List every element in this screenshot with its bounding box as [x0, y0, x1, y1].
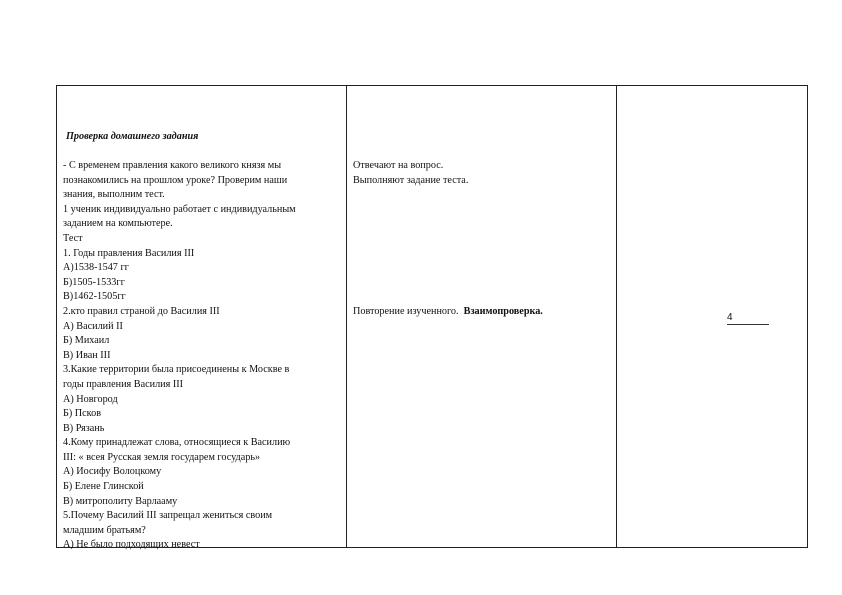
- text-line: познакомились на прошлом уроке? Проверим наши: [63, 174, 288, 186]
- text-line: В)1462-1505гг: [63, 291, 126, 303]
- text-line: Б) Елене Глинской: [63, 481, 144, 493]
- text-line: А) Иосифу Волоцкому: [63, 466, 162, 478]
- text-line: 2.кто правил страной до Василия III: [63, 305, 220, 317]
- score-number: 4: [727, 312, 733, 323]
- text-line: - С временем правления какого великого князя мы: [63, 160, 282, 171]
- student-activity-line: Выполняют задание теста.: [353, 174, 469, 186]
- text-line: Тест: [63, 232, 83, 244]
- text-line: А) Не было подходящих невест: [63, 539, 200, 551]
- text-line: 1. Годы правления Василия III: [63, 247, 195, 259]
- text-line: Б)1505-1533гг: [63, 276, 125, 288]
- text-line: В) митрополиту Варлааму: [63, 495, 178, 507]
- column-divider: [616, 86, 617, 547]
- text-line: Б) Псков: [63, 408, 102, 420]
- review-line: [353, 305, 543, 320]
- text-line: А) Василий II: [63, 320, 123, 332]
- review-text: Повторение изученного.: [353, 306, 459, 317]
- text-line: А) Новгород: [63, 393, 118, 405]
- text-line: В) Рязань: [63, 422, 105, 434]
- text-line: годы правления Василия III: [63, 378, 184, 390]
- text-line: В) Иван III: [63, 349, 111, 361]
- text-line: 3.Какие территории была присоединены к Москве в: [63, 364, 290, 376]
- test-text: [63, 159, 341, 553]
- underline-blank: [727, 324, 769, 325]
- text-line: 1 ученик индивидуально работает с индивидуальным: [63, 203, 296, 215]
- text-line: знания, выполним тест.: [63, 189, 165, 201]
- student-activity-line: Отвечают на вопрос.: [353, 160, 444, 171]
- peer-check-text: Взаимопроверка.: [463, 306, 543, 317]
- text-line: 4.Кому принадлежат слова, относящиеся к Василию: [63, 437, 291, 449]
- text-line: Б) Михаил: [63, 335, 110, 347]
- lesson-table: [56, 85, 808, 551]
- text-line: заданием на компьютере.: [63, 218, 173, 230]
- column-divider: [346, 86, 347, 547]
- text-line: А)1538-1547 гг: [63, 262, 129, 274]
- section-heading: Проверка домашнего задания: [66, 131, 199, 142]
- text-line: III: « всея Русская земля государем государь»: [63, 451, 261, 463]
- text-line: 5.Почему Василий III запрещал жениться своим: [63, 510, 273, 522]
- text-line: младшим братьям?: [63, 524, 146, 536]
